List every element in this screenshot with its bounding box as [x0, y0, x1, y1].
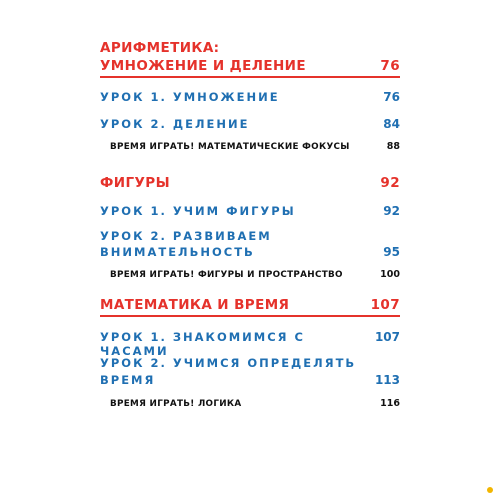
lesson-page-number: 76: [383, 90, 400, 104]
section-row-shapes[interactable]: [100, 175, 400, 191]
play-row[interactable]: [110, 141, 400, 152]
play-page-number: 88: [386, 141, 400, 152]
play-row[interactable]: [110, 398, 400, 409]
decorative-dot: [487, 487, 493, 493]
play-label: ВРЕМЯ ИГРАТЬ! ЛОГИКА: [110, 399, 242, 409]
play-row[interactable]: [110, 269, 400, 280]
section-title-text: МАТЕМАТИКА И ВРЕМЯ: [100, 297, 290, 313]
lesson-page-number: 113: [374, 373, 400, 387]
section-page-number: 92: [380, 175, 400, 191]
lesson-page-number: 107: [374, 330, 400, 344]
lesson-row[interactable]: [100, 117, 400, 131]
section-title-text: УМНОЖЕНИЕ И ДЕЛЕНИЕ: [100, 58, 306, 74]
section-underline: [100, 76, 400, 78]
section-title-text: ФИГУРЫ: [100, 175, 170, 191]
lesson-label: УРОК 2. УЧИМСЯ ОПРЕДЕЛЯТЬ: [100, 356, 357, 370]
lesson-page-number: 84: [383, 117, 400, 131]
play-label: ВРЕМЯ ИГРАТЬ! МАТЕМАТИЧЕСКИЕ ФОКУСЫ: [110, 142, 350, 152]
section-page-number: 107: [370, 297, 400, 313]
lesson-label: УРОК 2. ДЕЛЕНИЕ: [100, 117, 250, 131]
lesson-page-number: 95: [383, 245, 400, 259]
section-title-text: АРИФМЕТИКА:: [100, 40, 220, 56]
lesson-row[interactable]: [100, 373, 400, 387]
play-page-number: 100: [380, 269, 400, 280]
section-underline: [100, 315, 400, 317]
section-row-arithmetic[interactable]: [100, 58, 400, 74]
lesson-label: ВНИМАТЕЛЬНОСТЬ: [100, 245, 255, 259]
section-page-number: 76: [380, 58, 400, 74]
lesson-row[interactable]: [100, 330, 400, 358]
lesson-label: ВРЕМЯ: [100, 373, 156, 387]
lesson-page-number: 92: [383, 204, 400, 218]
lesson-label: УРОК 2. РАЗВИВАЕМ: [100, 229, 272, 243]
lesson-row[interactable]: [100, 245, 400, 259]
play-page-number: 116: [380, 398, 400, 409]
play-label: ВРЕМЯ ИГРАТЬ! ФИГУРЫ И ПРОСТРАНСТВО: [110, 270, 343, 280]
lesson-row[interactable]: [100, 90, 400, 104]
lesson-label: УРОК 1. УМНОЖЕНИЕ: [100, 90, 280, 104]
lesson-label: УРОК 1. УЧИМ ФИГУРЫ: [100, 204, 296, 218]
lesson-label-line1: [100, 356, 400, 370]
section-title-arithmetic-line1: [100, 40, 400, 56]
lesson-label: УРОК 1. ЗНАКОМИМСЯ С ЧАСАМИ: [100, 330, 305, 358]
lesson-row[interactable]: [100, 204, 400, 218]
section-row-time[interactable]: [100, 297, 400, 313]
lesson-label-line1: [100, 229, 400, 243]
